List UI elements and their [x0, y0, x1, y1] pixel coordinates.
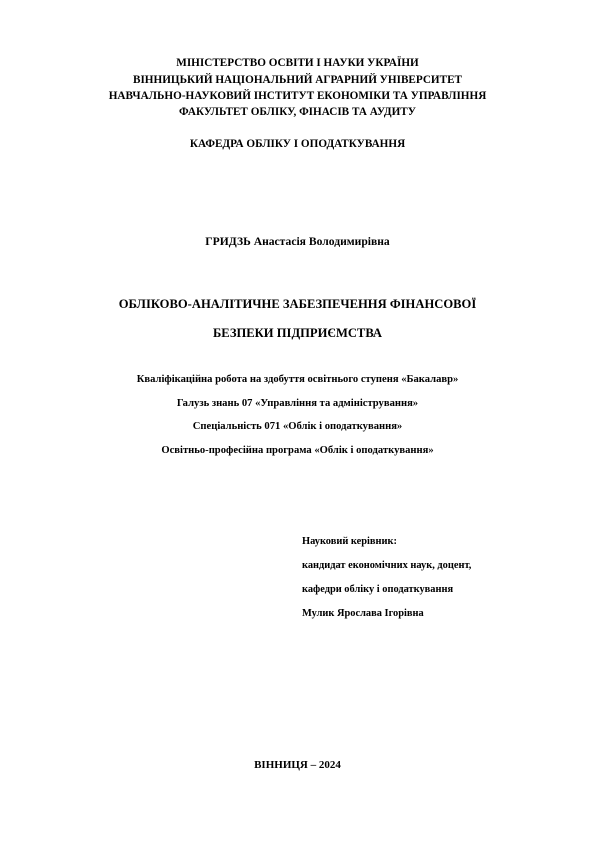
supervisor-name: Мулик Ярослава Ігорівна: [302, 608, 424, 619]
supervisor-department: кафедри обліку і оподаткування: [302, 584, 454, 595]
supervisor-degree: кандидат економічних наук, доцент,: [302, 560, 472, 571]
supervisor-label: Науковий керівник:: [302, 536, 397, 547]
field-of-knowledge: Галузь знань 07 «Управління та адміністрування»: [176, 398, 419, 409]
author-name: ГРИДЗЬ Анастасія Володимирівна: [205, 235, 390, 248]
specialty-text: Спеціальність 071 «Облік і оподаткування»: [192, 421, 403, 432]
city-year: ВІННИЦЯ – 2024: [254, 759, 341, 771]
ministry-heading: МІНІСТЕРСТВО ОСВІТИ І НАУКИ УКРАЇНИ: [176, 57, 419, 69]
department-heading: КАФЕДРА ОБЛІКУ І ОПОДАТКУВАННЯ: [189, 138, 406, 150]
institute-heading: НАВЧАЛЬНО-НАУКОВИЙ ІНСТИТУТ ЕКОНОМІКИ ТА УПРАВЛІННЯ: [108, 90, 487, 102]
program-text: Освітньо-професійна програма «Облік і оподаткування»: [161, 445, 434, 456]
university-heading: ВІННИЦЬКИЙ НАЦІОНАЛЬНИЙ АГРАРНИЙ УНІВЕРСИТЕТ: [132, 74, 463, 86]
thesis-title-line-1: ОБЛІКОВО-АНАЛІТИЧНЕ ЗАБЕЗПЕЧЕННЯ ФІНАНСОВОЇ: [118, 297, 477, 311]
faculty-heading: ФАКУЛЬТЕТ ОБЛІКУ, ФІНАСІВ ТА АУДИТУ: [179, 106, 416, 118]
qualification-text: Кваліфікаційна робота на здобуття освітнього ступеня «Бакалавр»: [136, 374, 459, 385]
thesis-title-line-2: БЕЗПЕКИ ПІДПРИЄМСТВА: [212, 326, 383, 340]
